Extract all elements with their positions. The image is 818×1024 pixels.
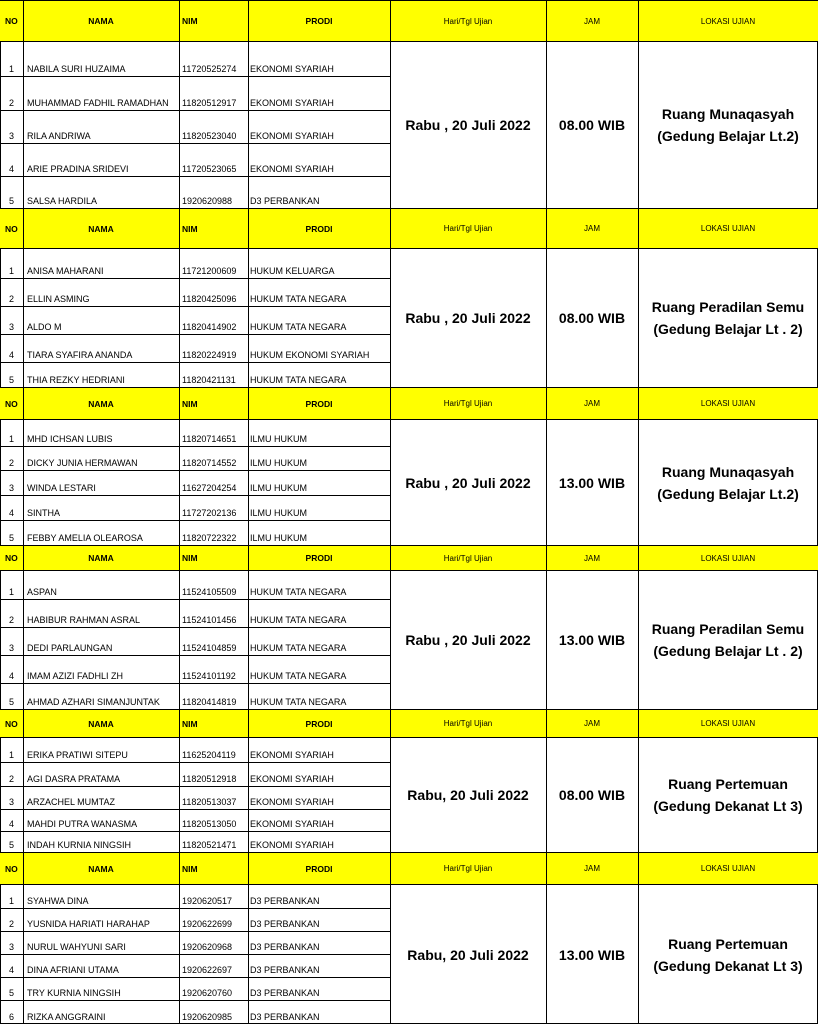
grid-column-line (390, 709, 391, 738)
row-nama: ANISA MAHARANI (27, 266, 104, 276)
row-no: 3 (9, 797, 15, 807)
exam-location (638, 42, 818, 208)
row-no: 4 (9, 965, 15, 975)
header-no: NO (5, 223, 18, 234)
header-tanggal: Hari/Tgl Ujian (443, 224, 493, 233)
row-nama: ASPAN (27, 587, 57, 597)
row-prodi: EKONOMI SYARIAH (250, 131, 334, 141)
row-divider (0, 627, 390, 628)
header-prodi: PRODI (305, 863, 333, 874)
header-lokasi: LOKASI UJIAN (700, 224, 756, 233)
row-prodi: HUKUM TATA NEGARA (250, 375, 347, 385)
header-jam: JAM (584, 399, 600, 408)
grid-column-line (248, 208, 249, 249)
grid-column-line (23, 545, 24, 571)
row-prodi: EKONOMI SYARIAH (250, 774, 334, 784)
row-prodi: D3 PERBANKAN (250, 896, 320, 906)
row-nama: DEDI PARLAUNGAN (27, 643, 113, 653)
grid-column-line (546, 387, 547, 420)
row-nim: 11820521471 (182, 840, 237, 850)
row-divider (0, 762, 390, 763)
exam-location-room: Ruang Munaqasyah (661, 106, 795, 122)
row-prodi: HUKUM TATA NEGARA (250, 671, 347, 681)
row-prodi: EKONOMI SYARIAH (250, 819, 334, 829)
row-no: 5 (9, 988, 15, 998)
row-nama: TIARA SYAFIRA ANANDA (27, 350, 133, 360)
grid-column-line (248, 0, 249, 42)
row-divider (0, 495, 390, 496)
row-prodi: EKONOMI SYARIAH (250, 840, 334, 850)
row-nama: MAHDI PUTRA WANASMA (27, 819, 138, 829)
row-nama: ARIE PRADINA SRIDEVI (27, 164, 129, 174)
row-prodi: HUKUM TATA NEGARA (250, 615, 347, 625)
grid-column-line (248, 387, 249, 420)
row-no: 2 (9, 919, 15, 929)
header-row (0, 208, 818, 249)
row-nim: 1920620988 (182, 196, 233, 206)
row-nim: 11820714552 (182, 458, 237, 468)
grid-column-line (546, 0, 547, 42)
row-nama: ERIKA PRATIWI SITEPU (27, 750, 128, 760)
row-divider (0, 931, 390, 932)
header-tanggal: Hari/Tgl Ujian (443, 719, 493, 728)
header-tanggal: Hari/Tgl Ujian (443, 864, 493, 873)
row-nim: 11627204254 (182, 483, 237, 493)
exam-location-building: (Gedung Belajar Lt . 2) (653, 321, 803, 337)
grid-column-line (23, 387, 24, 420)
exam-time: 13.00 WIB (558, 632, 626, 648)
exam-time: 08.00 WIB (558, 310, 626, 326)
row-nama: ALDO M (27, 322, 62, 332)
row-nim: 11720525274 (182, 64, 237, 74)
row-nim: 11524105509 (182, 587, 237, 597)
header-no: NO (5, 398, 18, 409)
row-prodi: ILMU HUKUM (250, 434, 308, 444)
row-nim: 1920622697 (182, 965, 233, 975)
row-prodi: EKONOMI SYARIAH (250, 164, 334, 174)
header-lokasi: LOKASI UJIAN (700, 719, 756, 728)
row-no: 4 (9, 508, 15, 518)
exam-date: Rabu, 20 Juli 2022 (407, 787, 529, 803)
grid-column-line (248, 709, 249, 738)
row-nama: AHMAD AZHARI SIMANJUNTAK (27, 697, 160, 707)
exam-date: Rabu , 20 Juli 2022 (405, 310, 531, 326)
header-nim: NIM (182, 553, 198, 563)
row-prodi: HUKUM KELUARGA (250, 266, 335, 276)
row-no: 3 (9, 643, 15, 653)
grid-column-line (179, 709, 180, 738)
row-divider (0, 786, 390, 787)
row-nama: THIA REZKY HEDRIANI (27, 375, 125, 385)
row-prodi: D3 PERBANKAN (250, 196, 320, 206)
grid-column-line (546, 545, 547, 571)
row-divider (0, 470, 390, 471)
row-no: 1 (9, 587, 15, 597)
row-nim: 11820421131 (182, 375, 236, 385)
row-prodi: ILMU HUKUM (250, 508, 308, 518)
grid-column-line (390, 208, 391, 249)
exam-time: 08.00 WIB (558, 117, 626, 133)
row-nama: SALSA HARDILA (27, 196, 98, 206)
row-divider (0, 655, 390, 656)
row-nama: IMAM AZIZI FADHLI ZH (27, 671, 124, 681)
row-no: 1 (9, 750, 15, 760)
header-row (0, 709, 818, 738)
grid-column-line (546, 208, 547, 249)
row-no: 4 (9, 819, 15, 829)
row-nim: 11524101456 (182, 615, 237, 625)
exam-time: 08.00 WIB (558, 787, 626, 803)
header-lokasi: LOKASI UJIAN (700, 553, 756, 563)
row-nim: 11625204119 (182, 750, 236, 760)
header-nama: NAMA (88, 718, 114, 729)
row-nama: ELLIN ASMING (27, 294, 90, 304)
row-nim: 11721200609 (182, 266, 237, 276)
header-tanggal: Hari/Tgl Ujian (443, 399, 493, 408)
row-no: 3 (9, 483, 15, 493)
row-divider (0, 334, 390, 335)
exam-location-room: Ruang Peradilan Semu (651, 621, 805, 637)
header-prodi: PRODI (305, 553, 333, 563)
header-prodi: PRODI (305, 16, 333, 26)
row-nama: TRY KURNIA NINGSIH (27, 988, 121, 998)
grid-column-line (23, 208, 24, 249)
header-nim: NIM (182, 718, 198, 729)
header-prodi: PRODI (305, 718, 333, 729)
row-nim: 11820512918 (182, 774, 237, 784)
row-nim: 11524104859 (182, 643, 237, 653)
row-no: 2 (9, 774, 15, 784)
row-no: 2 (9, 294, 15, 304)
row-no: 2 (9, 98, 15, 108)
row-no: 4 (9, 164, 15, 174)
grid-column-line (638, 0, 639, 42)
header-jam: JAM (584, 16, 600, 26)
header-nama: NAMA (88, 16, 114, 26)
header-lokasi: LOKASI UJIAN (700, 399, 756, 408)
exam-location-building: (Gedung Dekanat Lt 3) (653, 957, 803, 974)
grid-column-line (546, 709, 547, 738)
exam-location-room: Ruang Pertemuan (668, 935, 788, 952)
exam-location-building: (Gedung Belajar Lt.2) (657, 128, 799, 144)
row-nim: 1920622699 (182, 919, 233, 929)
row-nim: 11820425096 (182, 294, 237, 304)
row-nama: NABILA SURI HUZAIMA (27, 64, 126, 74)
header-no: NO (5, 863, 18, 874)
row-nim: 11820414902 (182, 322, 237, 332)
row-prodi: ILMU HUKUM (250, 533, 308, 543)
row-divider (0, 954, 390, 955)
row-prodi: EKONOMI SYARIAH (250, 797, 334, 807)
row-prodi: HUKUM TATA NEGARA (250, 643, 347, 653)
row-no: 3 (9, 322, 15, 332)
header-nim: NIM (182, 398, 198, 409)
row-nama: RIZKA ANGGRAINI (27, 1012, 106, 1022)
exam-location (638, 885, 818, 1024)
exam-location-building: (Gedung Belajar Lt.2) (657, 485, 799, 502)
row-nim: 11820714651 (182, 434, 237, 444)
row-no: 2 (9, 615, 15, 625)
row-divider (0, 599, 390, 600)
row-no: 3 (9, 942, 15, 952)
row-prodi: HUKUM EKONOMI SYARIAH (250, 350, 370, 360)
grid-column-line (179, 387, 180, 420)
row-divider (0, 110, 390, 111)
row-nama: INDAH KURNIA NINGSIH (27, 840, 132, 850)
header-nama: NAMA (88, 863, 114, 874)
exam-location-room: Ruang Peradilan Semu (651, 299, 805, 315)
exam-location (638, 420, 818, 545)
grid-column-line (179, 208, 180, 249)
row-nama: AGI DASRA PRATAMA (27, 774, 121, 784)
row-nim: 1920620968 (182, 942, 233, 952)
grid-column-line (390, 387, 391, 420)
grid-column-line (248, 545, 249, 571)
row-prodi: D3 PERBANKAN (250, 942, 320, 952)
header-nim: NIM (182, 223, 198, 234)
row-divider (0, 831, 390, 832)
grid-column-line (638, 208, 639, 249)
header-row (0, 0, 818, 42)
row-nama: SINTHA (27, 508, 61, 518)
exam-date: Rabu, 20 Juli 2022 (407, 946, 529, 963)
row-no: 1 (9, 896, 15, 906)
header-jam: JAM (584, 864, 600, 873)
exam-date: Rabu , 20 Juli 2022 (405, 117, 531, 133)
grid-column-line (23, 0, 24, 42)
row-prodi: D3 PERBANKAN (250, 988, 320, 998)
row-no: 5 (9, 697, 15, 707)
header-no: NO (5, 16, 18, 26)
row-prodi: HUKUM TATA NEGARA (250, 294, 347, 304)
row-prodi: D3 PERBANKAN (250, 1012, 320, 1022)
row-nim: 11820523040 (182, 131, 237, 141)
row-nim: 11820513050 (182, 819, 237, 829)
row-no: 5 (9, 375, 15, 385)
header-jam: JAM (584, 719, 600, 728)
row-nim: 11820512917 (182, 98, 237, 108)
grid-column-line (179, 852, 180, 885)
row-prodi: ILMU HUKUM (250, 458, 308, 468)
row-divider (0, 278, 390, 279)
header-nim: NIM (182, 16, 198, 26)
row-nama: RILA ANDRIWA (27, 131, 91, 141)
row-prodi: EKONOMI SYARIAH (250, 98, 334, 108)
exam-location-building: (Gedung Belajar Lt . 2) (653, 643, 803, 659)
header-lokasi: LOKASI UJIAN (700, 16, 756, 26)
exam-date: Rabu , 20 Juli 2022 (405, 632, 531, 648)
header-no: NO (5, 718, 18, 729)
exam-time: 13.00 WIB (558, 474, 626, 491)
row-prodi: D3 PERBANKAN (250, 919, 320, 929)
header-prodi: PRODI (305, 223, 333, 234)
exam-location-room: Ruang Pertemuan (668, 776, 788, 792)
exam-time: 13.00 WIB (558, 946, 626, 963)
row-nim: 11820722322 (182, 533, 237, 543)
grid-column-line (23, 852, 24, 885)
row-prodi: HUKUM TATA NEGARA (250, 697, 347, 707)
row-prodi: EKONOMI SYARIAH (250, 64, 334, 74)
exam-location (638, 249, 818, 387)
row-nim: 11820513037 (182, 797, 237, 807)
row-prodi: EKONOMI SYARIAH (250, 750, 334, 760)
exam-location (638, 571, 818, 709)
row-no: 5 (9, 840, 15, 850)
grid-column-line (546, 852, 547, 885)
row-nim: 11720523065 (182, 164, 237, 174)
row-no: 1 (9, 434, 15, 444)
grid-column-line (23, 709, 24, 738)
row-divider (0, 306, 390, 307)
row-no: 5 (9, 196, 15, 206)
grid-column-line (638, 852, 639, 885)
row-divider (0, 520, 390, 521)
row-no: 2 (9, 458, 15, 468)
exam-date: Rabu , 20 Juli 2022 (405, 474, 531, 491)
row-prodi: ILMU HUKUM (250, 483, 308, 493)
grid-column-line (638, 545, 639, 571)
row-divider (0, 176, 390, 177)
exam-location (638, 738, 818, 852)
row-prodi: HUKUM TATA NEGARA (250, 587, 347, 597)
row-prodi: HUKUM TATA NEGARA (250, 322, 347, 332)
exam-location-room: Ruang Munaqasyah (661, 463, 795, 480)
row-nama: WINDA LESTARI (27, 483, 96, 493)
grid-column-line (248, 852, 249, 885)
header-prodi: PRODI (305, 398, 333, 409)
row-nama: NURUL WAHYUNI SARI (27, 942, 126, 952)
row-nama: MUHAMMAD FADHIL RAMADHAN (27, 98, 169, 108)
row-no: 4 (9, 671, 15, 681)
grid-column-line (390, 545, 391, 571)
row-no: 5 (9, 533, 15, 543)
grid-column-line (390, 0, 391, 42)
row-nim: 11524101192 (182, 671, 236, 681)
row-divider (0, 1000, 390, 1001)
row-nama: ARZACHEL MUMTAZ (27, 797, 116, 807)
grid-column-line (390, 852, 391, 885)
row-divider (0, 446, 390, 447)
row-nama: MHD ICHSAN LUBIS (27, 434, 113, 444)
row-nim: 1920620760 (182, 988, 233, 998)
exam-location-building: (Gedung Dekanat Lt 3) (653, 798, 803, 814)
header-tanggal: Hari/Tgl Ujian (443, 16, 493, 26)
row-nama: FEBBY AMELIA OLEAROSA (27, 533, 143, 543)
row-divider (0, 362, 390, 363)
row-divider (0, 977, 390, 978)
row-divider (0, 683, 390, 684)
row-nim: 1920620517 (182, 896, 233, 906)
row-divider (0, 908, 390, 909)
row-nama: HABIBUR RAHMAN ASRAL (27, 615, 141, 625)
header-row (0, 545, 818, 571)
grid-column-line (179, 545, 180, 571)
header-nama: NAMA (88, 223, 114, 234)
row-no: 4 (9, 350, 15, 360)
row-nim: 11820414819 (182, 697, 237, 707)
header-jam: JAM (584, 224, 600, 233)
row-no: 3 (9, 131, 15, 141)
grid-column-line (638, 709, 639, 738)
row-nim: 11727202136 (182, 508, 237, 518)
row-divider (0, 143, 390, 144)
header-nama: NAMA (88, 398, 114, 409)
row-nama: SYAHWA DINA (27, 896, 89, 906)
row-no: 1 (9, 64, 15, 74)
header-no: NO (5, 553, 18, 563)
row-divider (0, 809, 390, 810)
header-row (0, 387, 818, 420)
header-jam: JAM (584, 553, 600, 563)
row-divider (0, 76, 390, 77)
header-row (0, 852, 818, 885)
row-no: 6 (9, 1012, 15, 1022)
header-nim: NIM (182, 863, 198, 874)
row-no: 1 (9, 266, 15, 276)
grid-column-line (638, 387, 639, 420)
row-prodi: D3 PERBANKAN (250, 965, 320, 975)
row-nim: 1920620985 (182, 1012, 233, 1022)
grid-column-line (179, 0, 180, 42)
header-nama: NAMA (88, 553, 114, 563)
header-lokasi: LOKASI UJIAN (700, 864, 756, 873)
row-nama: DICKY JUNIA HERMAWAN (27, 458, 138, 468)
row-nim: 11820224919 (182, 350, 237, 360)
header-tanggal: Hari/Tgl Ujian (443, 553, 493, 563)
row-nama: DINA AFRIANI UTAMA (27, 965, 119, 975)
row-nama: YUSNIDA HARIATI HARAHAP (27, 919, 150, 929)
